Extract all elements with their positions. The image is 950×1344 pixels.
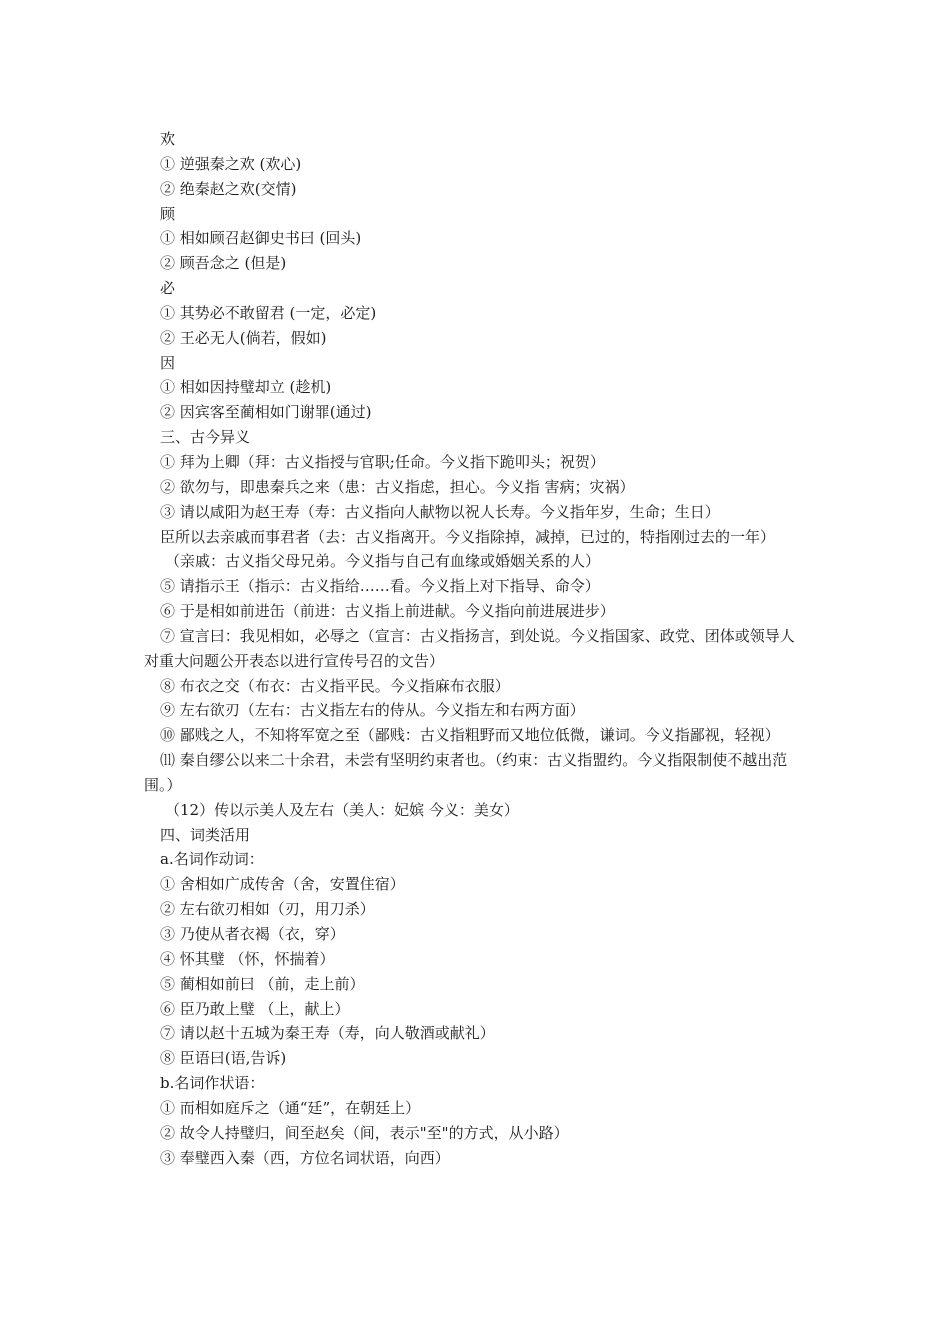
text-line: ① 而相如庭斥之（通“廷”，在朝廷上） xyxy=(160,1098,421,1117)
text-line: ⑦ 请以赵十五城为秦王寿（寿，向人敬酒或献礼） xyxy=(160,1024,495,1043)
text-paragraph: ⑦ 宣言曰：我见相如，必辱之（宣言：古义指扬言，到处说。今义指国家、政党、团体或领导人对重大问题公开表态以进行宣传号召的文告） xyxy=(144,626,795,670)
text-line: ② 左右欲刃相如（刃，用刀杀） xyxy=(160,900,375,919)
text-line: ③ 请以咸阳为赵王寿（寿：古义指向人献物以祝人长寿。今义指年岁，生命；生日） xyxy=(160,502,720,521)
subsection-heading: b.名词作状语： xyxy=(160,1074,265,1093)
text-line: ⑥ 臣乃敢上璧 （上，献上） xyxy=(160,999,350,1018)
text-paragraph: 臣所以去亲戚而事君者（去：古义指离开。今义指除掉，减掉，已过的，特指刚过去的一年） xyxy=(160,527,776,546)
text-line: ① 相如顾召赵御史书曰 (回头) xyxy=(160,229,362,248)
text-line: ③ 乃使从者衣褐（衣，穿） xyxy=(160,925,345,943)
text-line: ② 绝秦赵之欢(交情) xyxy=(160,179,297,198)
heading-gu: 顾 xyxy=(160,204,176,223)
text-line: ⑥ 于是相如前进缶（前进：古义指上前进献。今义指向前进展进步） xyxy=(160,602,615,621)
heading-bi: 必 xyxy=(160,279,176,298)
text-line: ② 顾吾念之 (但是) xyxy=(160,254,287,273)
text-line: ② 因宾客至蔺相如门谢罪(通过) xyxy=(160,403,372,422)
text-line: ① 逆强秦之欢 (欢心) xyxy=(160,154,302,173)
text-line: （12）传以示美人及左右（美人：妃嫔 今义：美女） xyxy=(165,800,519,819)
text-paragraph: ⑾ 秦自缪公以来二十余君，未尝有坚明约束者也。（约束：古义指盟约。今义指限制使不越出范围。） xyxy=(144,751,788,794)
text-line: （亲戚：古义指父母兄弟。今义指与自己有血缘或婚姻关系的人） xyxy=(165,552,601,571)
text-line: ② 故令人持璧归，间至赵矣（间，表示"至"的方式，从小路） xyxy=(160,1123,569,1142)
subsection-heading: a.名词作动词： xyxy=(160,850,264,869)
text-line: ② 王必无人(倘若，假如) xyxy=(160,328,327,347)
text-line: ⑧ 臣语曰(语,告诉) xyxy=(160,1049,287,1068)
text-line: ⑨ 左右欲刃（左右：古义指左右的侍从。今义指左和右两方面） xyxy=(160,701,585,720)
text-paragraph: ⑩ 鄙贱之人，不知将军宽之至（鄙贱：古义指粗野而又地位低微，谦词。今义指鄙视，轻视） xyxy=(160,726,780,745)
text-line: ① 舍相如广成传舍（舍，安置住宿） xyxy=(160,875,405,894)
text-line: ⑧ 布衣之交（布衣：古义指平民。今义指麻布衣服） xyxy=(160,676,510,695)
text-line: ③ 奉璧西入秦（西，方位名词状语，向西） xyxy=(160,1148,450,1167)
text-line: ④ 怀其璧 （怀，怀揣着） xyxy=(160,949,335,968)
section-heading: 三、古今异义 xyxy=(160,428,251,447)
text-line: ① 其势必不敢留君 (一定，必定) xyxy=(160,303,377,322)
heading-yin: 因 xyxy=(160,353,176,372)
section-heading: 四、词类活用 xyxy=(160,825,251,844)
text-line: ⑤ 请指示王（指示：古义指给……看。今义指上对下指导、命令） xyxy=(160,577,600,596)
text-line: ⑤ 蔺相如前曰 （前，走上前） xyxy=(160,974,365,993)
heading-huan: 欢 xyxy=(160,130,176,148)
text-line: ① 相如因持璧却立 (趁机) xyxy=(160,378,332,397)
document-body xyxy=(144,127,808,1170)
text-line: ② 欲勿与，即患秦兵之来（患：古义指虑，担心。今义指 害病；灾祸） xyxy=(160,477,635,496)
text-line: ① 拜为上卿（拜：古义指授与官职;任命。今义指下跪叩头；祝贺） xyxy=(160,452,605,471)
